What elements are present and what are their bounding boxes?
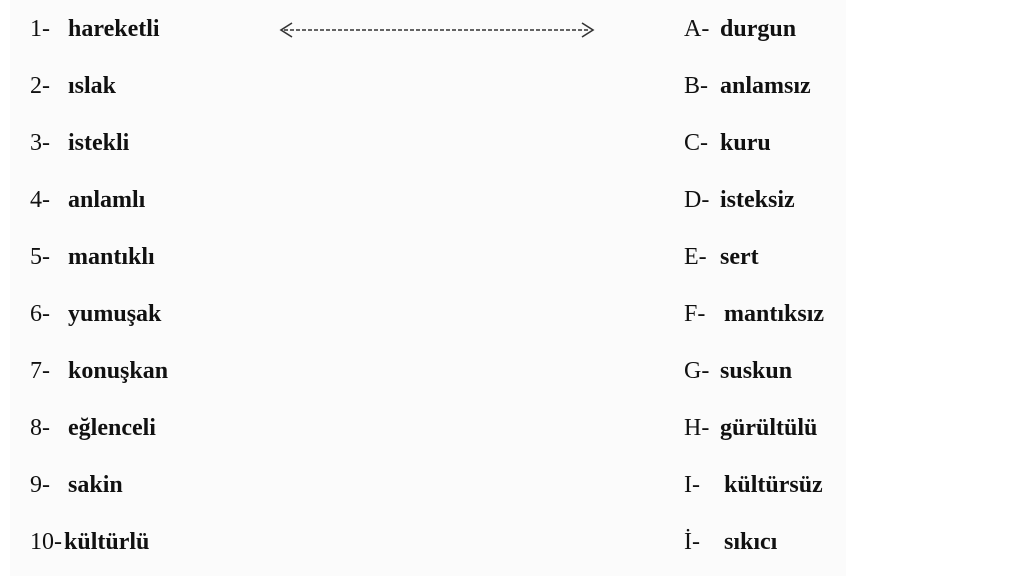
left-item-word: mantıklı xyxy=(68,244,155,270)
left-item-word: anlamlı xyxy=(68,187,146,213)
left-item-word: istekli xyxy=(68,130,130,156)
left-item-5 xyxy=(30,242,155,272)
left-item-number: 6- xyxy=(30,301,50,327)
left-item-word: eğlenceli xyxy=(68,415,156,441)
right-item-i-dotted xyxy=(684,527,777,557)
left-item-word: hareketli xyxy=(68,16,160,42)
right-item-letter: H- xyxy=(684,415,710,441)
left-item-number: 10- xyxy=(30,529,62,555)
right-item-word: sıkıcı xyxy=(724,529,778,555)
left-item-number: 2- xyxy=(30,73,50,99)
right-item-letter: A- xyxy=(684,16,710,42)
left-item-6 xyxy=(30,299,161,329)
left-item-number: 8- xyxy=(30,415,50,441)
left-item-4 xyxy=(30,185,145,215)
right-item-letter: İ- xyxy=(684,529,700,555)
right-item-letter: C- xyxy=(684,130,708,156)
right-item-word: kuru xyxy=(720,130,771,156)
left-item-word: konuşkan xyxy=(68,358,169,384)
left-item-number: 3- xyxy=(30,130,50,156)
right-item-letter: I- xyxy=(684,472,700,498)
left-item-word: kültürlü xyxy=(64,529,150,555)
right-item-letter: D- xyxy=(684,187,710,213)
left-item-number: 1- xyxy=(30,16,50,42)
right-item-letter: E- xyxy=(684,244,707,270)
left-item-word: yumuşak xyxy=(68,301,162,327)
left-item-3 xyxy=(30,128,129,158)
left-item-number: 5- xyxy=(30,244,50,270)
left-item-9 xyxy=(30,470,123,500)
left-item-10 xyxy=(30,527,149,557)
right-item-letter: B- xyxy=(684,73,708,99)
right-item-g xyxy=(684,356,792,386)
right-item-i xyxy=(684,470,823,500)
right-item-word: gürültülü xyxy=(720,415,818,441)
right-item-word: isteksiz xyxy=(720,187,795,213)
right-item-word: durgun xyxy=(720,16,797,42)
right-item-word: sert xyxy=(720,244,759,270)
left-item-word: sakin xyxy=(68,472,123,498)
right-item-d xyxy=(684,185,795,215)
right-item-word: mantıksız xyxy=(724,301,825,327)
right-item-e xyxy=(684,242,759,272)
right-item-f xyxy=(684,299,824,329)
left-item-number: 9- xyxy=(30,472,50,498)
right-item-word: kültürsüz xyxy=(724,472,823,498)
right-item-letter: G- xyxy=(684,358,710,384)
left-item-7 xyxy=(30,356,168,386)
right-item-c xyxy=(684,128,771,158)
left-item-word: ıslak xyxy=(68,73,117,99)
right-item-a xyxy=(684,14,796,44)
double-headed-dashed-arrow-icon xyxy=(278,20,596,40)
left-item-2 xyxy=(30,71,116,101)
right-item-h xyxy=(684,413,817,443)
left-item-1 xyxy=(30,14,160,44)
left-item-8 xyxy=(30,413,156,443)
right-item-b xyxy=(684,71,811,101)
right-item-word: anlamsız xyxy=(720,73,811,99)
right-item-letter: F- xyxy=(684,301,706,327)
right-item-word: suskun xyxy=(720,358,793,384)
left-item-number: 7- xyxy=(30,358,50,384)
left-item-number: 4- xyxy=(30,187,50,213)
